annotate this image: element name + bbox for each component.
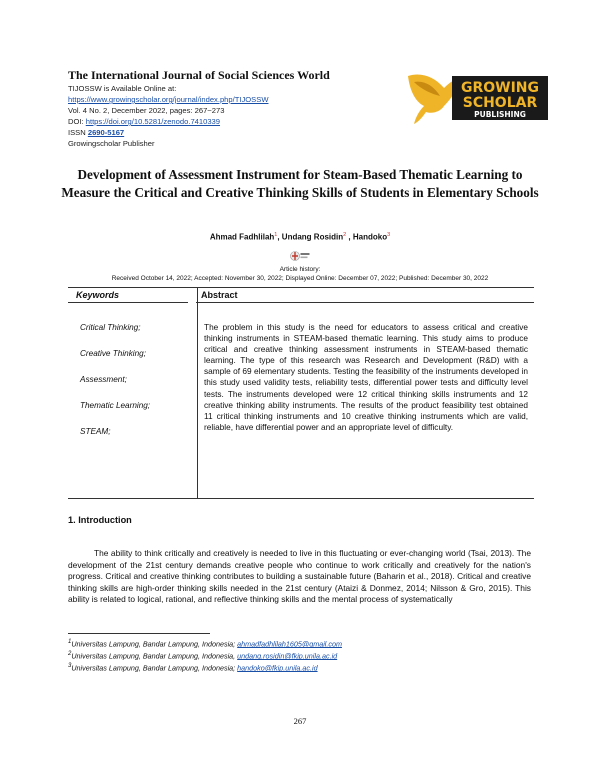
publisher-name: Growingscholar Publisher — [68, 139, 155, 148]
footnote-3 — [68, 663, 318, 672]
footnote-sup: 1 — [68, 639, 72, 645]
footnote-email-link[interactable]: undang.rosidin@fkip.unila.ac.id — [237, 651, 338, 661]
journal-url-link[interactable] — [68, 95, 268, 106]
footnote-affiliation: Universitas Lampung, Bandar Lampung, Indonesia, — [71, 651, 238, 661]
author-affiliation-sup[interactable]: 3 — [387, 232, 391, 238]
keyword-item: Assessment; — [80, 375, 127, 384]
paper-title: Development of Assessment Instrument for Steam-Based Thematic Learning to Measure the Critical and Creative Thinking Skills of Students in Elementary Schools — [61, 167, 539, 200]
journal-title: The International Journal of Social Sciences World — [68, 68, 330, 82]
doi-label: DOI: — [68, 117, 86, 126]
doi-link[interactable]: https://doi.org/10.5281/zenodo.7410339 — [85, 117, 221, 126]
volume-info: Vol. 4 No. 2, December 2022, pages: 267~273 — [68, 106, 225, 115]
keyword-item: STEAM; — [80, 427, 111, 436]
footnote-affiliation: Universitas Lampung, Bandar Lampung, Indonesia; — [71, 663, 238, 673]
author-name: Undang Rosidin — [281, 232, 344, 242]
keywords-head-rule — [68, 302, 188, 303]
keyword-item: Thematic Learning; — [80, 401, 151, 410]
author-affiliation-sup[interactable]: 2 — [343, 232, 347, 238]
issn-link[interactable]: 2690-5167 — [87, 128, 125, 137]
footnote-2 — [68, 651, 337, 660]
issn-line — [68, 128, 124, 139]
table-divider — [197, 287, 198, 498]
introduction-text: The ability to think critically and creatively is needed to live in this fluctuating or ever-changing world (Tsai, 2013). The development of the 21st century demands creative people who continue to work critically and creatively for the nation's progress. Critical and creative thinking contributes to building a sustainable future (Baharin et al., 2018). Critical and creative thinking skills are high-order thinking skills needed in the 21st century (Ataizi & Donmez, 2014; Nilsson & Gro, 2015). This ability is related to logical, rational, and reflective thinking skills and the mental process of systematically — [68, 548, 531, 604]
abstract-head-rule — [196, 302, 534, 303]
author-affiliation-sup[interactable]: 1 — [274, 232, 278, 238]
journal-url[interactable]: https://www.growingscholar.org/journal/index.php/TIJOSSW — [68, 95, 269, 104]
logo-line1: GROWING — [460, 80, 540, 96]
table-bottom-rule — [68, 498, 534, 499]
footnote-email-link[interactable]: handoko@fkip.unila.ac.id — [237, 663, 318, 673]
author-name: Handoko — [352, 232, 388, 242]
footnote-sup: 3 — [68, 663, 72, 669]
author-name: Ahmad Fadhlilah — [209, 232, 275, 242]
footnote-affiliation: Universitas Lampung, Bandar Lampung, Indonesia; — [71, 639, 238, 649]
logo-line2: SCHOLAR — [462, 95, 538, 111]
doi-line — [68, 117, 220, 128]
author-list: Ahmad Fadhlilah$^1$, Undang Rosidin$^2$ , Handoko$^3$ — [209, 232, 391, 242]
keyword-item: Critical Thinking; — [80, 323, 141, 332]
page-number: 267 — [293, 716, 307, 726]
footnote-email-link[interactable]: ahmadfadhlilah1605@gmail.com — [237, 639, 342, 649]
availability-text: TIJOSSW is Available Online at: — [68, 84, 177, 93]
growing-scholar-logo — [400, 66, 550, 128]
crossmark-icon[interactable] — [290, 249, 310, 263]
logo-line3: PUBLISHING — [474, 110, 526, 119]
table-top-rule — [68, 287, 534, 288]
footnote-rule — [68, 633, 210, 634]
abstract-text: The problem in this study is the need for educators to assess critical and creative thinking instruments in STEAM-based thematic learning. This study aims to produce critical and creative thinking assessment instruments in STEAM-based thematic learning. The type of this research was Research and Development (R&D) with a sample of 69 elementary students. Testing the feasibility of the instruments developed in this study used validity tests, reliability tests, differential power tests and difficulty level tests. The instruments developed were 12 critical thinking skills instruments and 12 creative thinking ability instruments. The results of the product feasibility test obtained 11 critical thinking instruments and 10 creative thinking instruments which are valid, reliable, have differential power and an appropriate level of difficulty. — [204, 322, 528, 432]
footnote-1 — [68, 639, 342, 648]
keyword-item: Creative Thinking; — [80, 349, 146, 358]
article-history-dates: Received October 14, 2022; Accepted: November 30, 2022; Displayed Online: December 07, 2022; Published: December 30, 2022 — [111, 275, 489, 282]
article-history-label: Article history: — [279, 266, 321, 273]
eagle-logo-icon — [400, 66, 550, 128]
abstract-heading: Abstract — [201, 290, 238, 300]
introduction-heading: 1. Introduction — [68, 515, 132, 525]
footnote-sup: 2 — [68, 651, 72, 657]
keywords-heading: Keywords — [76, 290, 120, 300]
issn-label: ISSN — [68, 128, 88, 137]
